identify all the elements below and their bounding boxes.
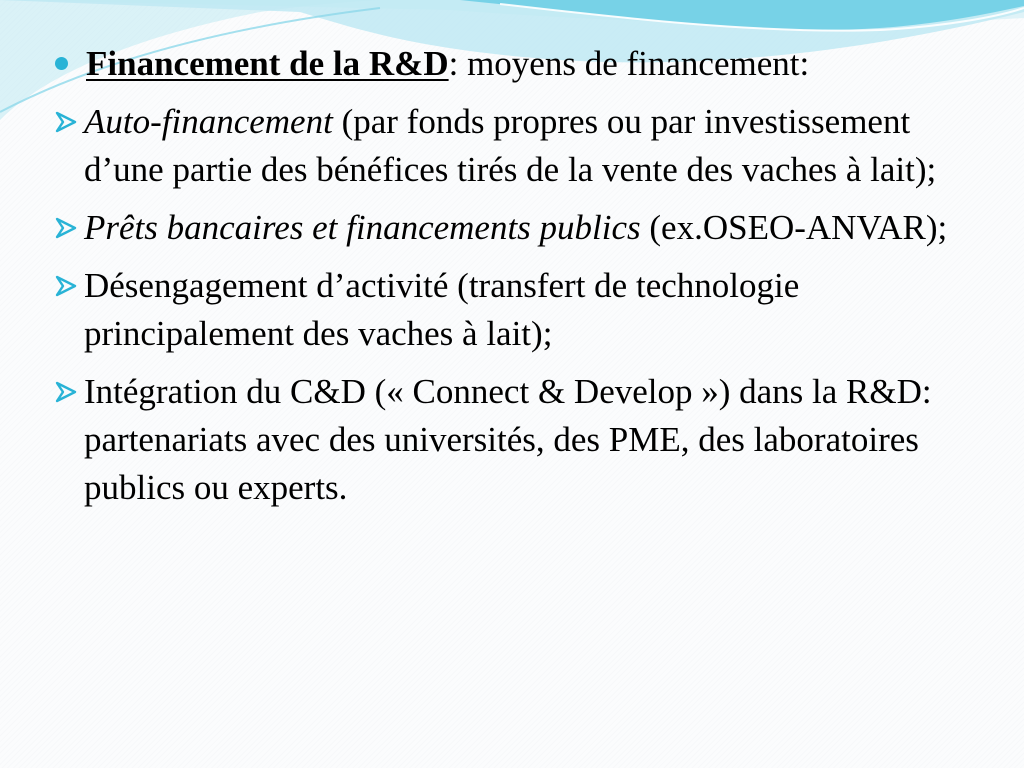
filled-circle-icon <box>55 57 68 70</box>
chevron-arrow-icon <box>54 111 78 133</box>
heading-lead: Financement de la R&D <box>86 44 449 83</box>
chevron-arrow-icon <box>54 275 78 297</box>
sub-bullet-italic: Auto-financement <box>84 102 333 141</box>
sub-bullet-text: (ex.OSEO-ANVAR); <box>640 208 948 247</box>
sub-bullet-text: Intégration du C&D (« Connect & Develop ») dans la R&D: partenariats avec des universités, des PME, des laboratoires publics ou experts. <box>84 372 932 507</box>
sub-bullet-bank-loans <box>52 204 982 252</box>
slide-body <box>52 40 982 522</box>
sub-bullet-auto-financing <box>52 98 982 194</box>
sub-bullet-text: (par fonds propres ou par investissement d’une partie des bénéfices tirés de la vente des vaches à lait); <box>84 102 937 189</box>
bullet-financing-heading <box>52 40 982 88</box>
heading-rest: : moyens de financement: <box>448 44 810 83</box>
sub-bullet-italic: Prêts bancaires et financements publics <box>84 208 641 247</box>
chevron-arrow-icon <box>54 217 78 239</box>
sub-bullet-text: Désengagement d’activité (transfert de technologie principalement des vaches à lait); <box>84 266 800 353</box>
chevron-arrow-icon <box>54 381 78 403</box>
sub-bullet-connect-develop <box>52 368 982 512</box>
sub-bullet-divestment <box>52 262 982 358</box>
